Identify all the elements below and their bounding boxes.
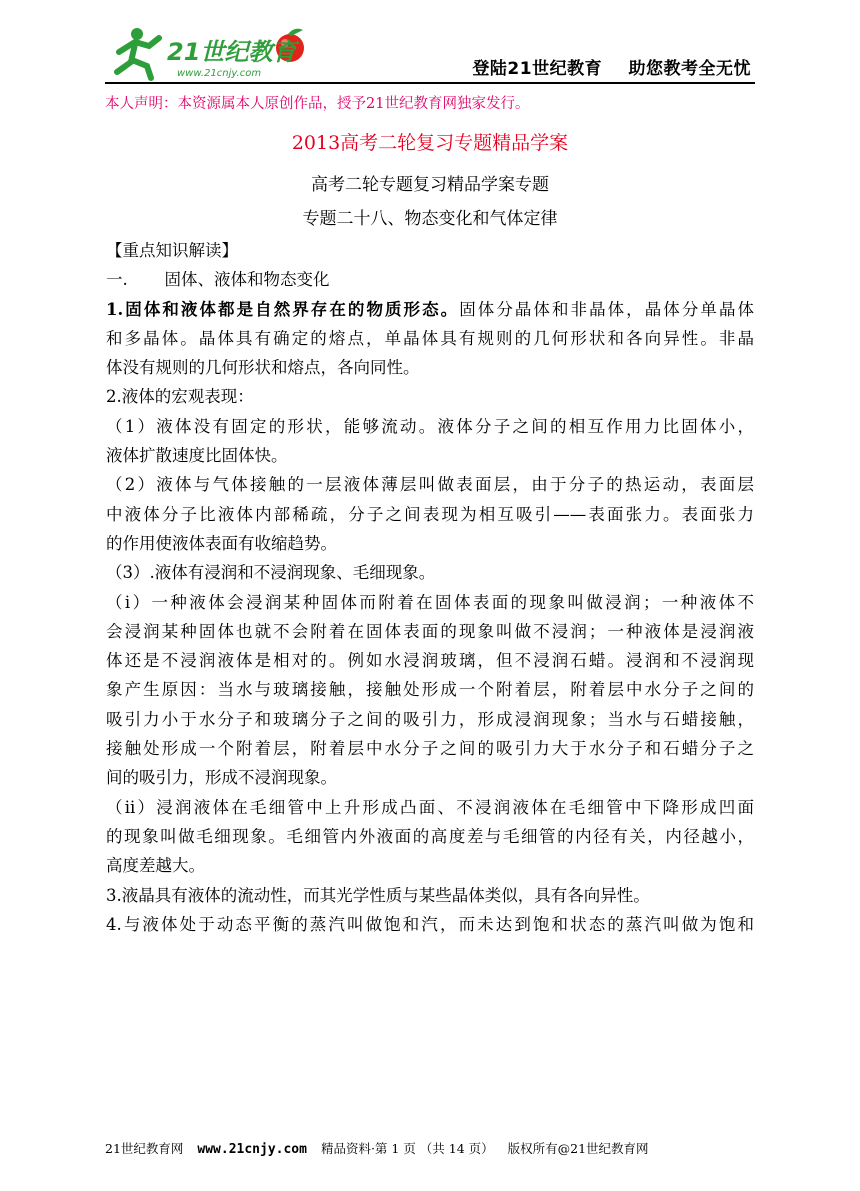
text-line: [106, 588, 754, 617]
text-line: [106, 295, 754, 324]
text-line: [106, 265, 754, 294]
text-line: [106, 500, 754, 529]
text-line: [106, 851, 754, 880]
running-figure-icon: [117, 28, 159, 78]
line-text: 高度差越大。: [106, 856, 205, 876]
page-footer: [105, 1139, 755, 1157]
page-header: [105, 22, 755, 84]
line-text: 的现象叫做毛细现象。毛细管内外液面的高度差与毛细管的内径有关，内径越小，: [106, 826, 754, 846]
text-line: [106, 675, 754, 704]
line-text: （3）.液体有浸润和不浸润现象、毛细现象。: [106, 563, 436, 583]
line-text: 3.液晶具有液体的流动性，而其光学性质与某些晶体类似，具有各向异性。: [106, 885, 650, 905]
header-slogan: [452, 54, 751, 79]
line-text: 体还是不浸润液体是相对的。例如水浸润玻璃，但不浸润石蜡。浸润和不浸润现: [106, 651, 754, 671]
line-text: （1）液体没有固定的形状，能够流动。液体分子之间的相互作用力比固体小，: [106, 416, 754, 436]
line-text: 间的吸引力，形成不浸润现象。: [106, 768, 337, 788]
text-line: [106, 382, 754, 411]
text-line: [106, 910, 754, 939]
line-text: 4.与液体处于动态平衡的蒸汽叫做饱和汽，而未达到饱和状态的蒸汽叫做为饱和: [106, 914, 754, 934]
text-line: [106, 646, 754, 675]
slogan-right: 助您教考全无忧: [628, 59, 751, 79]
line-text: 固体分晶体和非晶体，晶体分单晶体: [459, 299, 754, 319]
text-line: [106, 822, 754, 851]
footer-site: 21世纪教育网: [105, 1141, 184, 1156]
footer-copyright: 版权所有@21世纪教育网: [507, 1141, 649, 1156]
line-text: 接触处形成一个附着层，附着层中水分子之间的吸引力大于水分子和石蜡分子之: [106, 739, 754, 759]
line-text: （ii）浸润液体在毛细管中上升形成凸面、不浸润液体在毛细管中下降形成凹面: [106, 797, 754, 817]
subtitle-1: 高考二轮专题复习精品学案专题: [311, 175, 549, 195]
line-text: 会浸润某种固体也就不会附着在固体表面的现象叫做不浸润；一种液体是浸润液: [106, 621, 754, 641]
text-line: [106, 236, 754, 265]
text-line: [106, 353, 754, 382]
text-line: [106, 793, 754, 822]
text-line: [106, 529, 754, 558]
document-title: 2013高考二轮复习专题精品学案: [291, 132, 569, 154]
line-text: 吸引力小于水分子和玻璃分子之间的吸引力，形成浸润现象；当水与石蜡接触，: [106, 709, 754, 729]
line-text: 和多晶体。晶体具有确定的熔点，单晶体具有规则的几何形状和各向异性。非晶: [106, 328, 754, 348]
line-text: 【重点知识解读】: [106, 241, 238, 260]
bold-lead: 1.固体和液体都是自然界存在的物质形态。: [106, 299, 460, 319]
text-line: [106, 881, 754, 910]
subtitle-2: 专题二十八、物态变化和气体定律: [302, 209, 558, 229]
text-line: [106, 558, 754, 587]
header-divider: [105, 82, 755, 84]
text-line: [106, 705, 754, 734]
author-statement: 本人声明：本资源属本人原创作品，授予21世纪教育网独家发行。: [105, 96, 530, 112]
site-logo[interactable]: [105, 22, 315, 82]
text-line: [106, 763, 754, 792]
line-text: 象产生原因：当水与玻璃接触，接触处形成一个附着层，附着层中水分子之间的: [106, 680, 754, 700]
text-line: [106, 441, 754, 470]
line-text: 液体扩散速度比固体快。: [106, 446, 288, 466]
line-text: 2.液体的宏观表现：: [106, 387, 254, 407]
line-text: 的作用使液体表面有收缩趋势。: [106, 533, 337, 553]
line-text: 体没有规则的几何形状和熔点，各向同性。: [106, 358, 420, 378]
text-line: [106, 470, 754, 499]
body-text: [106, 236, 754, 939]
text-line: [106, 324, 754, 353]
line-text: 中液体分子比液体内部稀疏，分子之间表现为相互吸引——表面张力。表面张力: [106, 504, 754, 524]
logo-url: www.21cnjy.com: [177, 68, 262, 79]
text-line: [106, 734, 754, 763]
logo-text: 21世纪教育: [167, 38, 297, 66]
line-text: 一. 固体、液体和物态变化: [106, 270, 330, 290]
text-line: [106, 617, 754, 646]
text-line: [106, 412, 754, 441]
slogan-left: 登陆21世纪教育: [472, 59, 603, 79]
line-text: （2）液体与气体接触的一层液体薄层叫做表面层，由于分子的热运动，表面层: [106, 475, 754, 495]
line-text: （i）一种液体会浸润某种固体而附着在固体表面的现象叫做浸润；一种液体不: [106, 592, 754, 612]
footer-url[interactable]: www.21cnjy.com: [197, 1142, 307, 1157]
footer-page-info: 精品资料·第 1 页 （共 14 页）: [320, 1141, 494, 1156]
